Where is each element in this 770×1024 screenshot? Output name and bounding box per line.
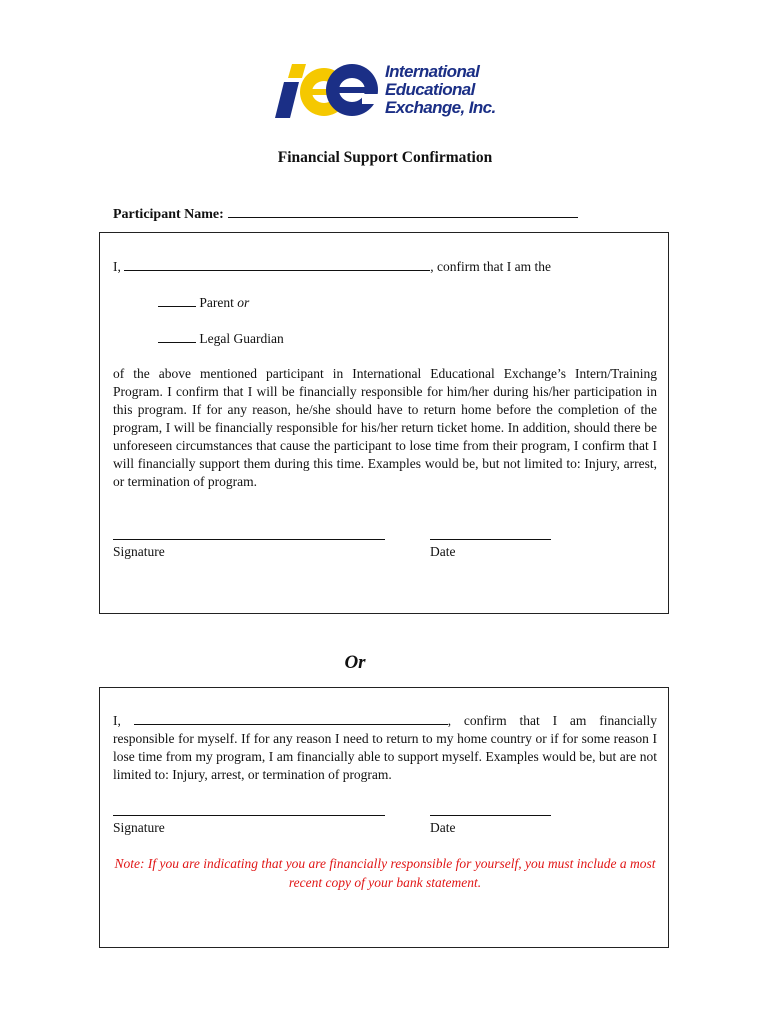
iee-logo-mark — [272, 58, 384, 124]
participant-name-row — [113, 203, 578, 223]
guardian-confirm-suffix: , confirm that I am the — [430, 259, 551, 274]
parent-option — [158, 294, 249, 311]
guardian-i-prefix: I, — [113, 259, 121, 274]
guardian-checkbox-blank[interactable] — [158, 330, 196, 343]
guardian-paragraph: of the above mentioned participant in International Educational Exchange’s Intern/Training Program. I confirm that I will be financially responsible for him/her during his/her participation in this program. If for any reason, he/she should have to return home before the completion of the program, I will be financially responsible for his/her return ticket home. In addition, should there be unforeseen circumstances that cause the participant to lose time from their program, I confirm that I will financially support them during this time. Examples would be, but not limited to: Injury, arrest, or termination of program. — [113, 366, 657, 489]
bank-statement-note: Note: If you are indicating that you are financially responsible for yourself, you must include a most recent copy of your bank statement. — [114, 856, 656, 890]
logo-line-1: International — [385, 62, 480, 81]
logo-line-3: Exchange, Inc. — [385, 98, 496, 117]
logo-line-2: Educational — [385, 80, 475, 99]
self-i-prefix: I, — [113, 713, 121, 728]
self-signature-label: Signature — [113, 820, 165, 835]
self-name-field[interactable] — [134, 712, 448, 725]
guardian-date-line[interactable] — [430, 539, 551, 540]
iee-logo — [272, 58, 512, 124]
or-separator: Or — [344, 652, 366, 673]
self-paragraph — [113, 712, 657, 784]
parent-checkbox-blank[interactable] — [158, 294, 196, 307]
guardian-name-field[interactable] — [124, 258, 430, 271]
document-title: Financial Support Confirmation — [277, 149, 493, 166]
participant-name-field[interactable] — [228, 203, 578, 218]
participant-name-label: Participant Name: — [113, 207, 224, 222]
self-date-line[interactable] — [430, 815, 551, 816]
guardian-option — [158, 330, 284, 347]
guardian-signature-label: Signature — [113, 544, 165, 559]
logo-wordmark — [385, 63, 520, 117]
guardian-option-label: Legal Guardian — [199, 331, 284, 346]
self-paragraph-text: , confirm that I am financially responsible for myself. If for any reason I need to return to my home country or if for some reason I lose time from my program, I am financially able to support myself. Examples would be, but are not limited to: Injury, arrest, or termination of program. — [113, 713, 657, 782]
guardian-confirm-line — [113, 258, 551, 275]
guardian-date-label: Date — [430, 544, 456, 559]
guardian-signature-line[interactable] — [113, 539, 385, 540]
parent-option-label: Parent — [199, 295, 234, 310]
self-signature-line[interactable] — [113, 815, 385, 816]
self-date-label: Date — [430, 820, 456, 835]
parent-or-label: or — [237, 295, 250, 310]
